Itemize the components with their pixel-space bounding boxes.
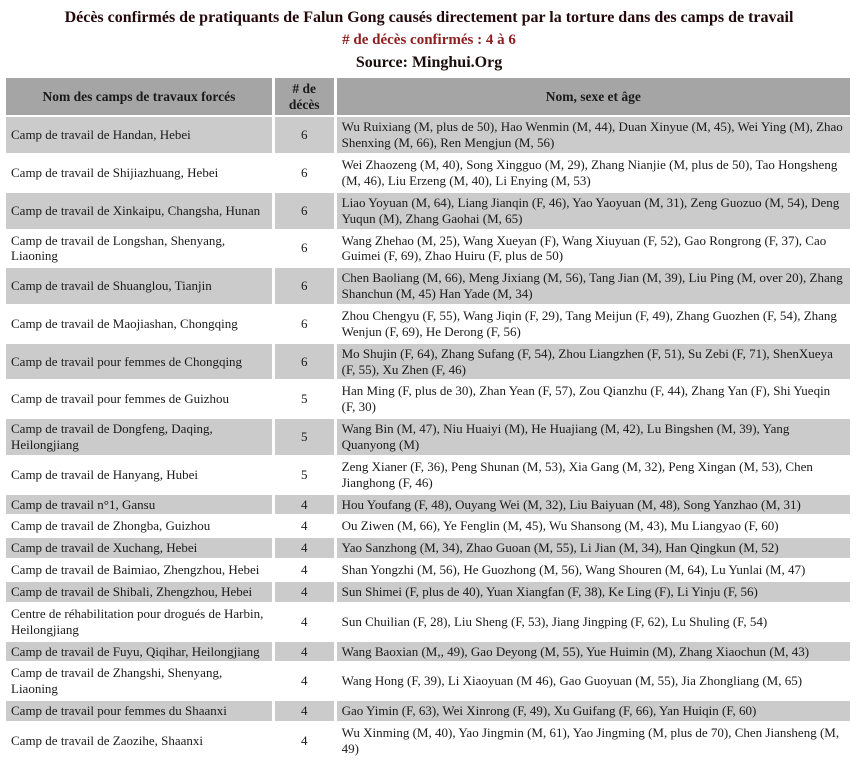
camp-name-cell: Camp de travail pour femmes de Guizhou [6, 381, 272, 417]
camp-name-cell: Camp de travail pour femmes de Chongqing [6, 344, 272, 380]
death-count-cell: 5 [275, 457, 334, 493]
page-subtitle: # de décès confirmés : 4 à 6 [342, 32, 516, 49]
victim-names-cell: Ou Ziwen (M, 66), Ye Fenglin (M, 45), Wu Shansong (M, 43), Mu Liangyao (F, 60) [337, 516, 850, 536]
camp-name-cell: Centre de réhabilitation pour drogués de Harbin, Heilongjiang [6, 604, 272, 640]
camp-name-cell: Camp de travail de Dongfeng, Daqing, Heilongjiang [6, 419, 272, 455]
table-row [6, 582, 850, 602]
camp-name-cell: Camp de travail de Shuanglou, Tianjin [6, 268, 272, 304]
camp-name-cell: Camp de travail n°1, Gansu [6, 495, 272, 515]
table-row [6, 701, 850, 721]
victim-names-cell: Wei Zhaozeng (M, 40), Song Xingguo (M, 29), Zhang Nianjie (M, plus de 50), Tao Hongsheng (M, 46), Liu Erzeng (M, 40), Li Enying (M, 53) [337, 155, 850, 191]
death-count-cell: 6 [275, 344, 334, 380]
victim-names-cell: Wang Hong (F, 39), Li Xiaoyuan (M 46), Gao Guoyuan (M, 55), Jia Zhongliang (M, 65) [337, 663, 850, 699]
column-header-names: Nom, sexe et âge [337, 78, 850, 115]
death-count-cell: 6 [275, 117, 334, 153]
victim-names-cell: Chen Baoliang (M, 66), Meng Jixiang (M, 56), Tang Jian (M, 39), Liu Ping (M, over 20), Zhang Shanchun (M, 45) Han Yade (M, 34) [337, 268, 850, 304]
camp-name-cell: Camp de travail de Zaozihe, Shaanxi [6, 723, 272, 759]
title-block [0, 8, 858, 72]
victim-names-cell: Wu Xinming (M, 40), Yao Jingmin (M, 61), Yao Jingming (M, plus de 70), Chen Jiansheng (M, 49) [337, 723, 850, 759]
table-row [6, 457, 850, 493]
table-row [6, 155, 850, 191]
table-row [6, 604, 850, 640]
victim-names-cell: Sun Chuilian (F, 28), Liu Sheng (F, 53), Jiang Jingping (F, 62), Lu Shuling (F, 54) [337, 604, 850, 640]
victim-names-cell: Han Ming (F, plus de 30), Zhan Yean (F, 57), Zou Qianzhu (F, 44), Zhang Yan (F), Shi Yueqin (F, 30) [337, 381, 850, 417]
camp-name-cell: Camp de travail de Fuyu, Qiqihar, Heilongjiang [6, 642, 272, 662]
table-row [6, 306, 850, 342]
table-header-row [6, 78, 850, 115]
camp-name-cell: Camp de travail pour femmes du Shaanxi [6, 701, 272, 721]
victim-names-cell: Sun Shimei (F, plus de 40), Yuan Xiangfan (F, 38), Ke Ling (F), Li Yinju (F, 56) [337, 582, 850, 602]
table-row [6, 495, 850, 515]
camp-name-cell: Camp de travail de Longshan, Shenyang, Liaoning [6, 231, 272, 267]
victim-names-cell: Yao Sanzhong (M, 34), Zhao Guoan (M, 55), Li Jian (M, 34), Han Qingkun (M, 52) [337, 538, 850, 558]
victim-names-cell: Wu Ruixiang (M, plus de 50), Hao Wenmin (M, 44), Duan Xinyue (M, 45), Wei Ying (M), Zhao Shenxing (M, 66), Ren Mengjun (M, 56) [337, 117, 850, 153]
death-count-cell: 5 [275, 419, 334, 455]
table-row [6, 538, 850, 558]
death-count-cell: 4 [275, 604, 334, 640]
victim-names-cell: Gao Yimin (F, 63), Wei Xinrong (F, 49), Xu Guifang (F, 66), Yan Huiqin (F, 60) [337, 701, 850, 721]
column-header-death-count: # de décès [275, 78, 334, 115]
death-count-cell: 6 [275, 193, 334, 229]
victim-names-cell: Wang Zhehao (M, 25), Wang Xueyan (F), Wang Xiuyuan (F, 52), Gao Rongrong (F, 37), Cao Guimei (F, 69), Zhao Huiru (F, plus de 50) [337, 231, 850, 267]
camp-name-cell: Camp de travail de Xuchang, Hebei [6, 538, 272, 558]
table-row [6, 419, 850, 455]
death-count-cell: 4 [275, 723, 334, 759]
victim-names-cell: Zeng Xianer (F, 36), Peng Shunan (M, 53), Xia Gang (M, 32), Peng Xingan (M, 53), Chen Jianghong (F, 46) [337, 457, 850, 493]
camp-name-cell: Camp de travail de Maojiashan, Chongqing [6, 306, 272, 342]
death-count-cell: 6 [275, 231, 334, 267]
camp-name-cell: Camp de travail de Shijiazhuang, Hebei [6, 155, 272, 191]
column-header-camp: Nom des camps de travaux forcés [6, 78, 272, 115]
table-row [6, 381, 850, 417]
death-count-cell: 4 [275, 560, 334, 580]
table-row [6, 663, 850, 699]
death-count-cell: 4 [275, 642, 334, 662]
camp-name-cell: Camp de travail de Baimiao, Zhengzhou, Hebei [6, 560, 272, 580]
victim-names-cell: Shan Yongzhi (M, 56), He Guozhong (M, 56), Wang Shouren (M, 64), Lu Yunlai (M, 47) [337, 560, 850, 580]
table-row [6, 117, 850, 153]
camp-name-cell: Camp de travail de Zhangshi, Shenyang, Liaoning [6, 663, 272, 699]
death-count-cell: 6 [275, 268, 334, 304]
table-row [6, 344, 850, 380]
table-row [6, 231, 850, 267]
death-count-cell: 4 [275, 538, 334, 558]
death-count-cell: 4 [275, 516, 334, 536]
table-row [6, 516, 850, 536]
labor-camp-deaths-table [3, 76, 853, 760]
camp-name-cell: Camp de travail de Handan, Hebei [6, 117, 272, 153]
victim-names-cell: Wang Bin (M, 47), Niu Huaiyi (M), He Huajiang (M, 42), Lu Bingshen (M, 39), Yang Quanyong (M) [337, 419, 850, 455]
camp-name-cell: Camp de travail de Shibali, Zhengzhou, Hebei [6, 582, 272, 602]
table-row [6, 723, 850, 759]
victim-names-cell: Zhou Chengyu (F, 55), Wang Jiqin (F, 29), Tang Meijun (F, 49), Zhang Guozhen (F, 54), Zhang Wenjun (F, 69), He Derong (F, 56) [337, 306, 850, 342]
table-body [6, 117, 850, 758]
table-row [6, 560, 850, 580]
death-count-cell: 6 [275, 306, 334, 342]
camp-name-cell: Camp de travail de Hanyang, Hubei [6, 457, 272, 493]
camp-name-cell: Camp de travail de Zhongba, Guizhou [6, 516, 272, 536]
death-count-cell: 6 [275, 155, 334, 191]
death-count-cell: 5 [275, 381, 334, 417]
page-title: Décès confirmés de pratiquants de Falun Gong causés directement par la torture dans des camps de travail [64, 9, 794, 26]
death-count-cell: 4 [275, 701, 334, 721]
victim-names-cell: Liao Yoyuan (M, 64), Liang Jianqin (F, 46), Yao Yaoyuan (M, 31), Zeng Guozuo (M, 54), Deng Yuqun (M), Zhang Gaohai (M, 65) [337, 193, 850, 229]
table-row [6, 193, 850, 229]
victim-names-cell: Mo Shujin (F, 64), Zhang Sufang (F, 54), Zhou Liangzhen (F, 51), Su Zebi (F, 71), ShenXueya (F, 55), Xu Zhen (F, 46) [337, 344, 850, 380]
death-count-cell: 4 [275, 663, 334, 699]
death-count-cell: 4 [275, 495, 334, 515]
table-row [6, 268, 850, 304]
victim-names-cell: Wang Baoxian (M,, 49), Gao Deyong (M, 55), Yue Huimin (M), Zhang Xiaochun (M, 43) [337, 642, 850, 662]
source-line: Source: Minghui.Org [355, 54, 503, 72]
death-count-cell: 4 [275, 582, 334, 602]
victim-names-cell: Hou Youfang (F, 48), Ouyang Wei (M, 32), Liu Baiyuan (M, 48), Song Yanzhao (M, 31) [337, 495, 850, 515]
table-row [6, 642, 850, 662]
camp-name-cell: Camp de travail de Xinkaipu, Changsha, Hunan [6, 193, 272, 229]
